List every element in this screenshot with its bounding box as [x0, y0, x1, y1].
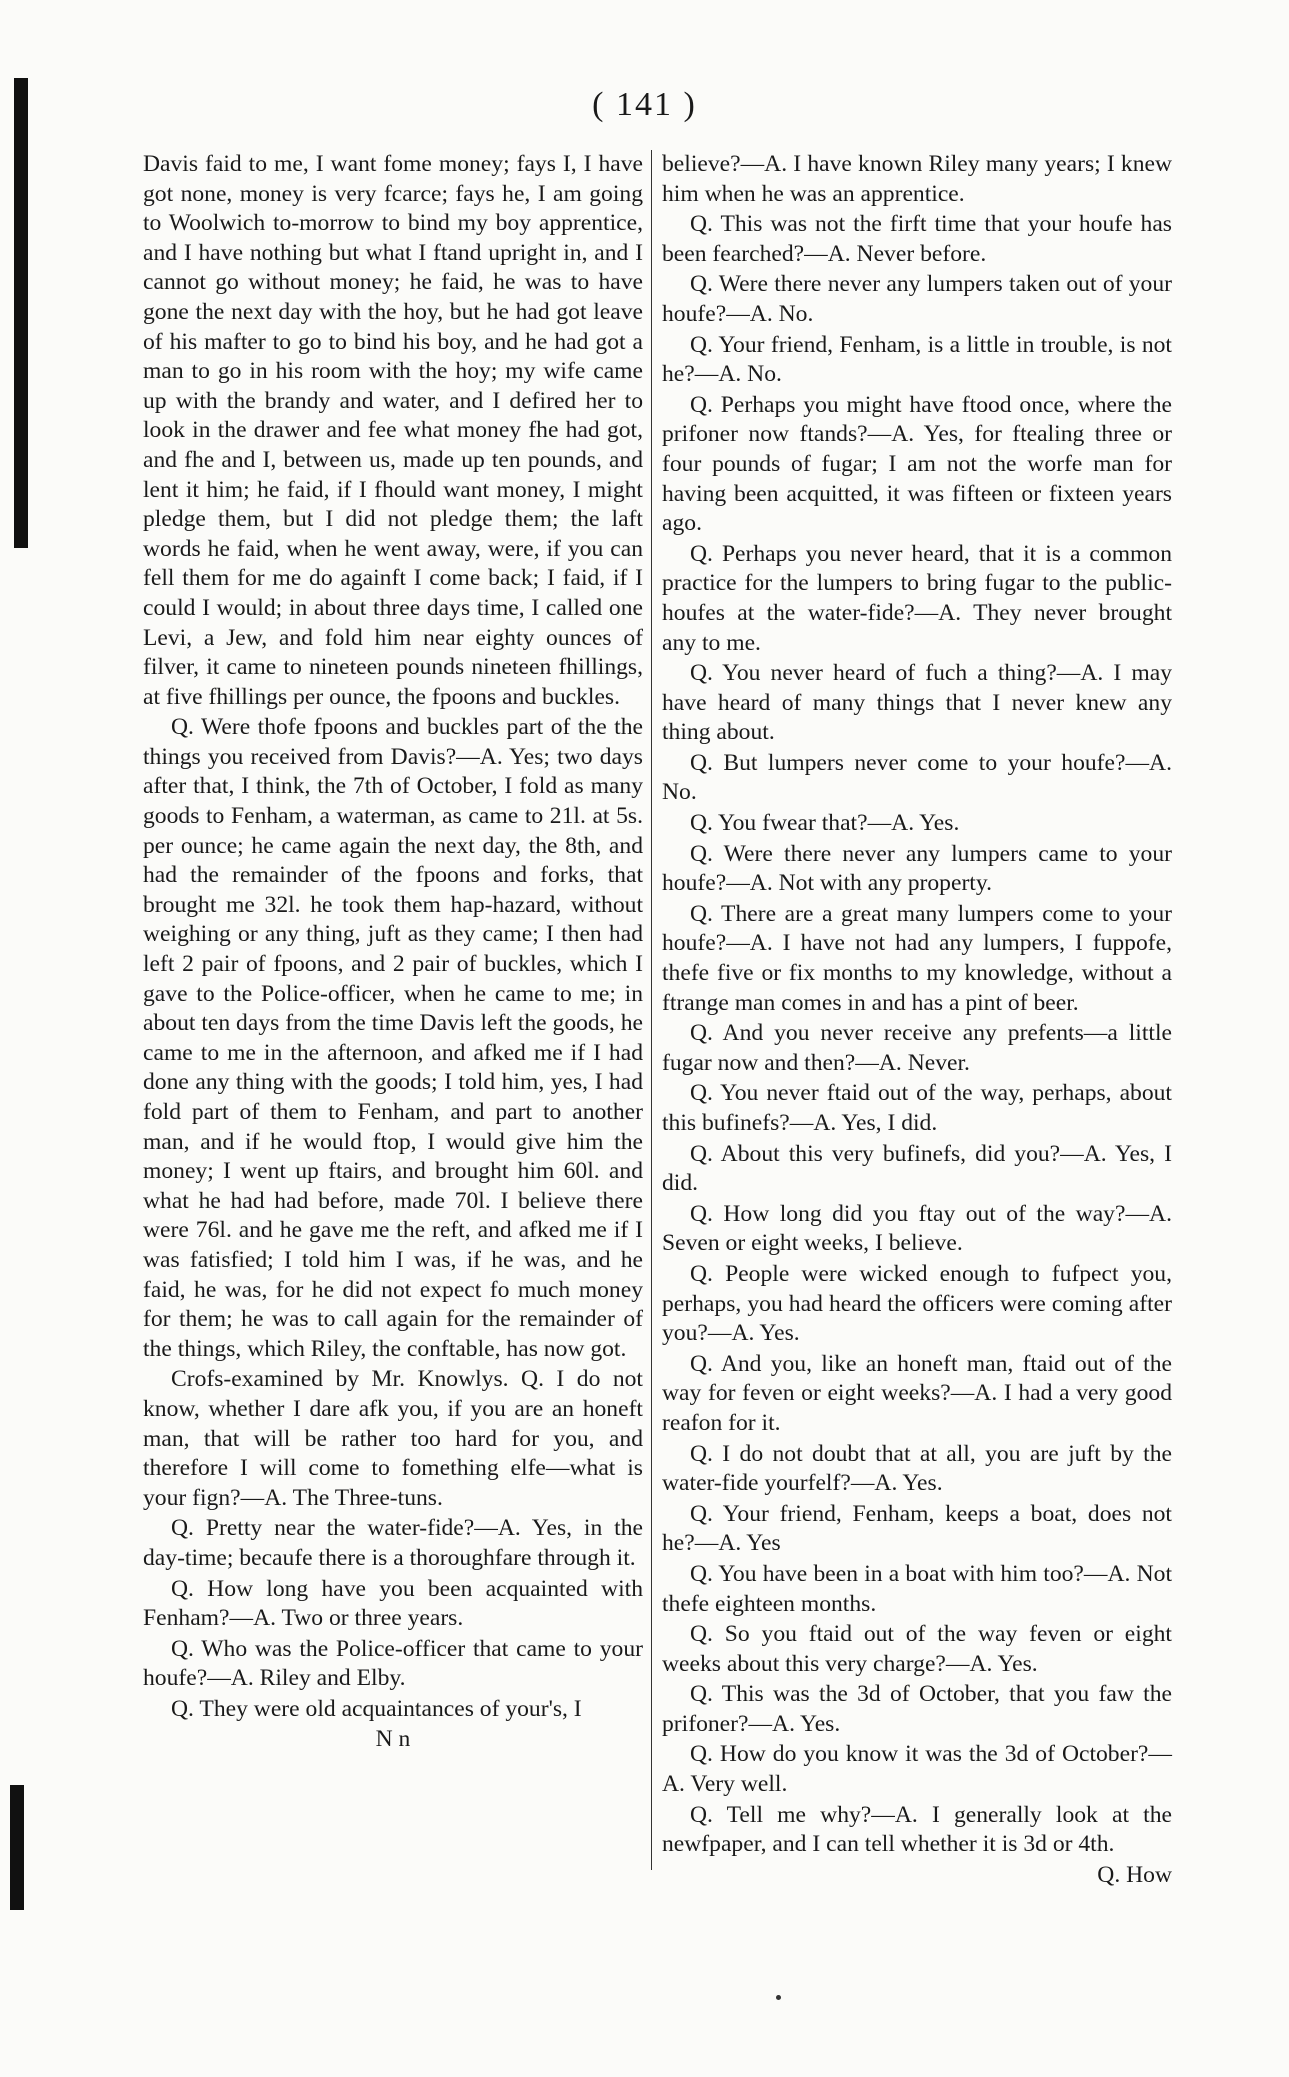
paragraph: Q. This was the 3d of October, that you faw the prifoner?—A. Yes.: [662, 1681, 1172, 1737]
paragraph: Q. So you ftaid out of the way feven or eight weeks about this very charge?—A. Yes.: [662, 1621, 1172, 1677]
right-column: [662, 150, 1172, 1891]
catchword: Q. How: [1097, 1861, 1172, 1888]
paragraph: Q. Were there never any lumpers taken out of your houfe?—A. No.: [662, 271, 1172, 327]
paragraph: Q. You fwear that?—A. Yes.: [690, 810, 960, 837]
paragraph: Davis faid to me, I want fome money; fays I, I have got none, money is very fcarce; fays he, I am going to Woolwich to-morrow to bind my boy apprentice, and I have nothing but what I ftand upright in, and I cannot go without money; he faid, he was to have gone the next day with the hoy, but he had got leave of his mafter to go to bind his boy, and he had got a man to go in his room with the hoy; my wife came up with the brandy and water, and I defired her to look in the drawer and fee what money fhe had got, and fhe and I, between us, made up ten pounds, and lent it him; he faid, if I fhould want money, I might pledge them, but I did not pledge them; the laft words he faid, when he went away, were, if you can fell them for me do againft I come back; I faid, if I could I would; in about three days time, I called one Levi, a Jew, and fold him near eighty ounces of filver, it came to nineteen pounds nineteen fhillings, at five fhillings per ounce, the fpoons and buckles.: [143, 151, 643, 710]
paragraph: Q. Were thofe fpoons and buckles part of the the things you received from Davis?—A. Yes; two days after that, I think, the 7th of October, I fold as many goods to Fenham, a waterman, as came to 21l. at 5s. per ounce; he came again the next day, the 8th, and had the remainder of the fpoons and forks, that brought me 32l. he took them hap-hazard, without weighing or any thing, juft as they came; I then had left 2 pair of fpoons, and 2 pair of buckles, which I gave to the Police-officer, when he came to me; in about ten days from the time Davis left the goods, he came to me in the afternoon, and afked me if I had done any thing with the goods; I told him, yes, I had fold part of them to Fenham, and part to another man, and if he would ftop, I would give him the money; I went up ftairs, and brought him 60l. and what he had had before, made 70l. I believe there were 76l. and he gave me the reft, and afked me if I was fatisfied; I told him I was, if he was, and he faid, he was, for he did not expect fo much money for them; he was to call again for the remainder of the things, which Riley, the conftable, has now got.: [143, 714, 643, 1362]
paragraph: Q. Pretty near the water-fide?—A. Yes, in the day-time; becaufe there is a thoroughfare through it.: [143, 1515, 643, 1571]
paragraph: Q. There are a great many lumpers come to your houfe?—A. I have not had any lumpers, I fuppofe, thefe five or fix months to my knowledge, without a ftrange man comes in and has a pint of beer.: [662, 900, 1172, 1016]
paragraph: Q. This was not the firft time that your houfe has been fearched?—A. Never before.: [662, 211, 1172, 267]
signature-mark: N n: [375, 1726, 411, 1753]
paragraph: believe?—A. I have known Riley many years; I knew him when he was an apprentice.: [662, 151, 1172, 207]
paragraph: Q. Perhaps you might have ftood once, where the prifoner now ftands?—A. Yes, for ftealing three or four pounds of fugar; I am not the worfe man for having been acquitted, it was fifteen or fixteen years ago.: [662, 391, 1172, 537]
paragraph: Q. Who was the Police-officer that came to your houfe?—A. Riley and Elby.: [143, 1635, 643, 1692]
margin-bar-bottom: [10, 1785, 24, 1910]
paragraph: Crofs-examined by Mr. Knowlys. Q. I do not know, whether I dare afk you, if you are an honeft man, that will be rather too hard for you, and therefore I will come to fomething elfe—what is your fign?—A. The Three-tuns.: [143, 1366, 643, 1511]
paragraph: Q. How do you know it was the 3d of October?—A. Very well.: [662, 1741, 1172, 1798]
paragraph: Q. Your friend, Fenham, is a little in trouble, is not he?—A. No.: [662, 331, 1172, 388]
paragraph: Q. People were wicked enough to fufpect you, perhaps, you had heard the officers were coming after you?—A. Yes.: [662, 1260, 1172, 1347]
paragraph: Q. Perhaps you never heard, that it is a common practice for the lumpers to bring fugar to the public-houfes at the water-fide?—A. They never brought any to me.: [662, 540, 1172, 656]
paragraph: Q. You have been in a boat with him too?—A. Not thefe eighteen months.: [662, 1560, 1172, 1617]
paragraph: Q. Your friend, Fenham, keeps a boat, does not he?—A. Yes: [662, 1500, 1172, 1557]
paragraph: Q. How long have you been acquainted with Fenham?—A. Two or three years.: [143, 1575, 643, 1632]
paragraph: Q. And you never receive any prefents—a little fugar now and then?—A. Never.: [662, 1020, 1172, 1076]
paragraph: Q. Were there never any lumpers came to your houfe?—A. Not with any property.: [662, 840, 1172, 897]
paragraph: Q. And you, like an honeft man, ftaid out of the way for feven or eight weeks?—A. I had a very good reafon for it.: [662, 1350, 1172, 1436]
paragraph: Q. They were old acquaintances of your's, I: [171, 1695, 582, 1722]
paragraph: Q. About this very bufinefs, did you?—A. Yes, I did.: [662, 1140, 1172, 1197]
ink-speck: [776, 1995, 781, 2000]
paragraph: Q. Tell me why?—A. I generally look at the newfpaper, and I can tell whether it is 3d or 4th.: [662, 1801, 1172, 1858]
column-rule: [651, 150, 652, 1870]
margin-bar-top: [14, 78, 28, 548]
paragraph: Q. You never heard of fuch a thing?—A. I may have heard of many things that I never knew any thing about.: [662, 660, 1172, 746]
page-folio: ( 141 ): [592, 86, 697, 123]
paragraph: Q. You never ftaid out of the way, perhaps, about this bufinefs?—A. Yes, I did.: [662, 1080, 1172, 1136]
paragraph: Q. I do not doubt that at all, you are juft by the water-fide yourfelf?—A. Yes.: [662, 1440, 1172, 1497]
left-column: [143, 150, 643, 1755]
paragraph: Q. How long did you ftay out of the way?—A. Seven or eight weeks, I believe.: [662, 1200, 1172, 1257]
paragraph: Q. But lumpers never come to your houfe?—A. No.: [662, 749, 1172, 806]
